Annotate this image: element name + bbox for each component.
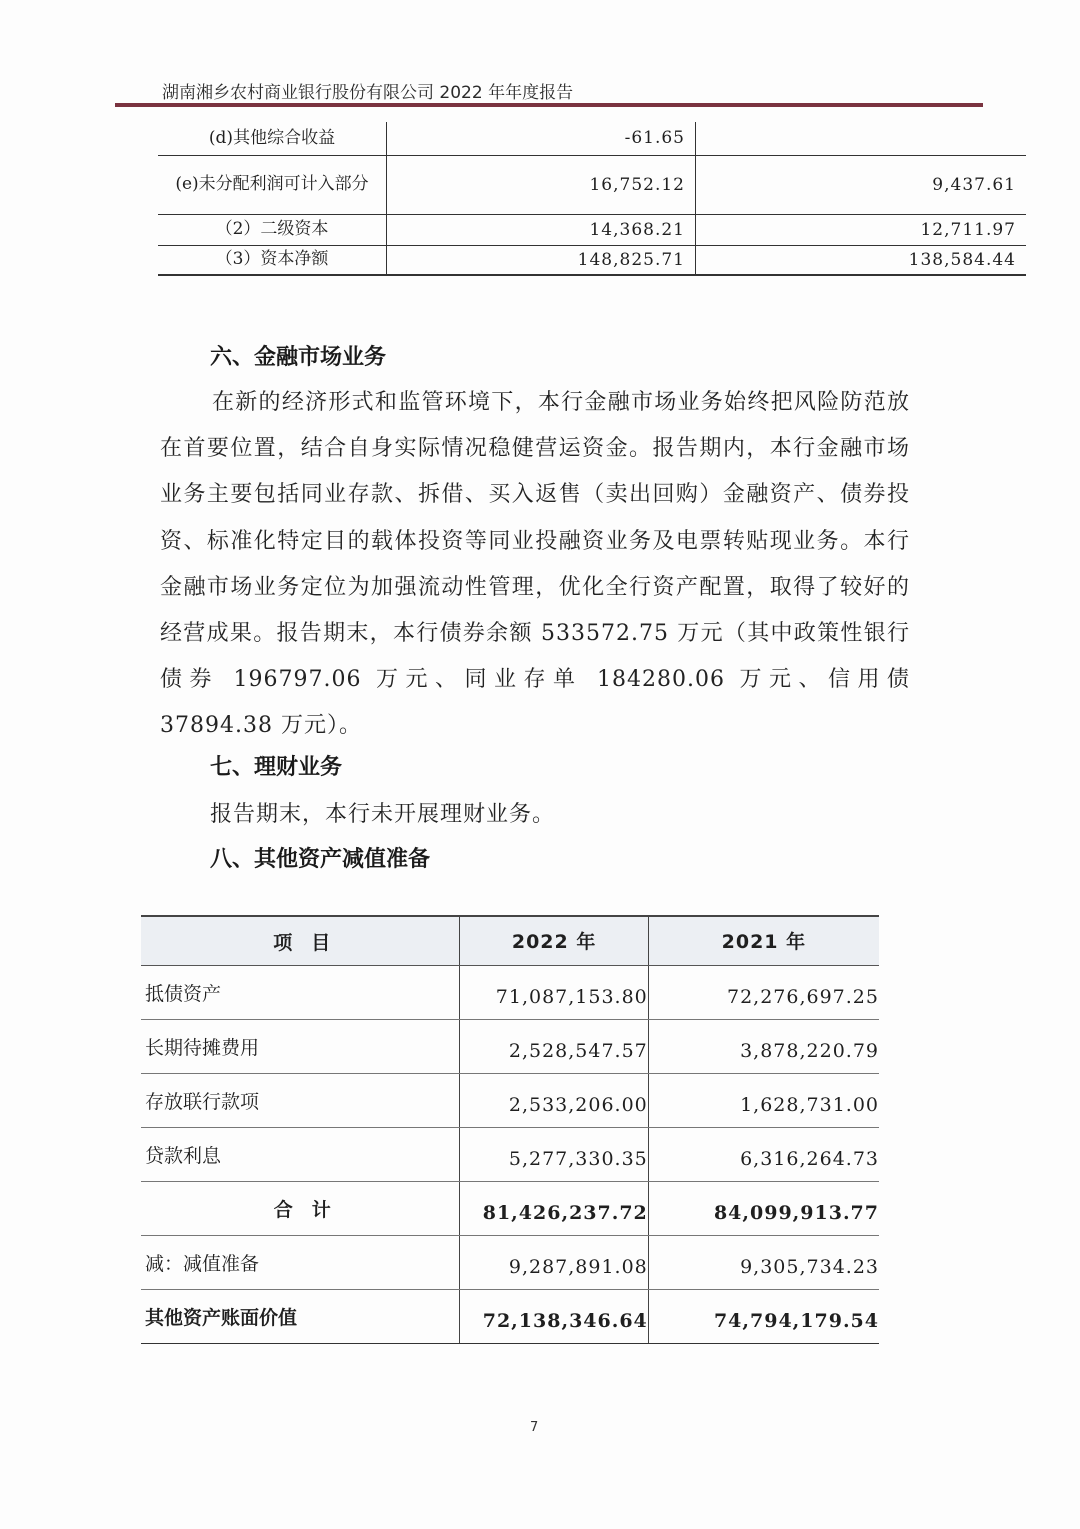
row-value-2021: 9,305,734.23 bbox=[648, 1236, 879, 1290]
header-2022: 2022 年 bbox=[460, 916, 648, 966]
capital-row-label: （3）资本净额 bbox=[158, 245, 387, 275]
impairment-table bbox=[141, 915, 879, 1344]
table-row bbox=[141, 1074, 879, 1128]
section-7-text: 报告期末，本行未开展理财业务。 bbox=[210, 802, 556, 827]
row-value-2021: 6,316,264.73 bbox=[648, 1128, 879, 1182]
table-header-row bbox=[141, 916, 879, 966]
table-row-book-value bbox=[141, 1290, 879, 1344]
capital-row-label: （2）二级资本 bbox=[158, 214, 387, 245]
capital-value-2022: 16,752.12 bbox=[387, 155, 696, 214]
header-divider bbox=[115, 103, 983, 107]
row-item: 贷款利息 bbox=[141, 1128, 460, 1182]
capital-value-2022: 148,825.71 bbox=[387, 245, 696, 275]
capital-table bbox=[158, 122, 1026, 276]
row-item: 合 计 bbox=[141, 1182, 460, 1236]
section-8-heading: 八、其他资产减值准备 bbox=[210, 847, 431, 872]
table-row bbox=[158, 122, 1026, 155]
row-value-2022: 5,277,330.35 bbox=[460, 1128, 648, 1182]
row-value-2021: 84,099,913.77 bbox=[648, 1182, 879, 1236]
section-6-paragraph: 在新的经济形式和监管环境下，本行金融市场业务始终把风险防范放在首要位置，结合自身实际情况稳健营运资金。报告期内，本行金融市场业务主要包括同业存款、拆借、买入返售（卖出回购）金融资产、债券投资、标准化特定目的载体投资等同业投融资业务及电票转贴现业务。本行金融市场业务定位为加强流动性管理，优化全行资产配置，取得了较好的经营成果。报告期末，本行债券余额 533572.75 万元（其中政策性银行债券 196797.06 万元、同业存单 184280.06 万元、信用债 37894.38 万元）。 bbox=[160, 390, 910, 739]
row-item: 抵债资产 bbox=[141, 966, 460, 1020]
header-2021: 2021 年 bbox=[648, 916, 879, 966]
section-7-heading: 七、理财业务 bbox=[210, 755, 343, 780]
row-item: 长期待摊费用 bbox=[141, 1020, 460, 1074]
header-item: 项 目 bbox=[141, 916, 460, 966]
row-value-2021: 1,628,731.00 bbox=[648, 1074, 879, 1128]
capital-value-2022: -61.65 bbox=[387, 122, 696, 155]
row-value-2022: 81,426,237.72 bbox=[460, 1182, 648, 1236]
row-value-2022: 2,528,547.57 bbox=[460, 1020, 648, 1074]
row-value-2021: 3,878,220.79 bbox=[648, 1020, 879, 1074]
capital-value-2021 bbox=[696, 122, 1027, 155]
capital-value-2022: 14,368.21 bbox=[387, 214, 696, 245]
table-row bbox=[158, 245, 1026, 275]
capital-row-label: (d)其他综合收益 bbox=[158, 122, 387, 155]
row-value-2022: 72,138,346.64 bbox=[460, 1290, 648, 1344]
row-value-2021: 74,794,179.54 bbox=[648, 1290, 879, 1344]
row-value-2021: 72,276,697.25 bbox=[648, 966, 879, 1020]
table-row bbox=[141, 1128, 879, 1182]
capital-value-2021: 9,437.61 bbox=[932, 174, 1016, 195]
row-item: 减：减值准备 bbox=[141, 1236, 460, 1290]
row-item: 其他资产账面价值 bbox=[141, 1290, 460, 1344]
row-item: 存放联行款项 bbox=[141, 1074, 460, 1128]
row-value-2022: 9,287,891.08 bbox=[460, 1236, 648, 1290]
table-row bbox=[141, 1236, 879, 1290]
row-value-2022: 71,087,153.80 bbox=[460, 966, 648, 1020]
table-row bbox=[141, 1020, 879, 1074]
capital-row-label: (e)未分配利润可计入部分 bbox=[158, 155, 387, 214]
table-row bbox=[158, 155, 1026, 214]
report-header-title: 湖南湘乡农村商业银行股份有限公司 2022 年年度报告 bbox=[162, 83, 574, 103]
row-value-2022: 2,533,206.00 bbox=[460, 1074, 648, 1128]
section-6-heading: 六、金融市场业务 bbox=[210, 345, 387, 370]
table-row-total bbox=[141, 1182, 879, 1236]
capital-value-2021: 12,711.97 bbox=[920, 219, 1016, 240]
capital-value-2021: 138,584.44 bbox=[908, 249, 1016, 270]
table-row bbox=[141, 966, 879, 1020]
page-number: 7 bbox=[530, 1420, 539, 1435]
table-row bbox=[158, 214, 1026, 245]
